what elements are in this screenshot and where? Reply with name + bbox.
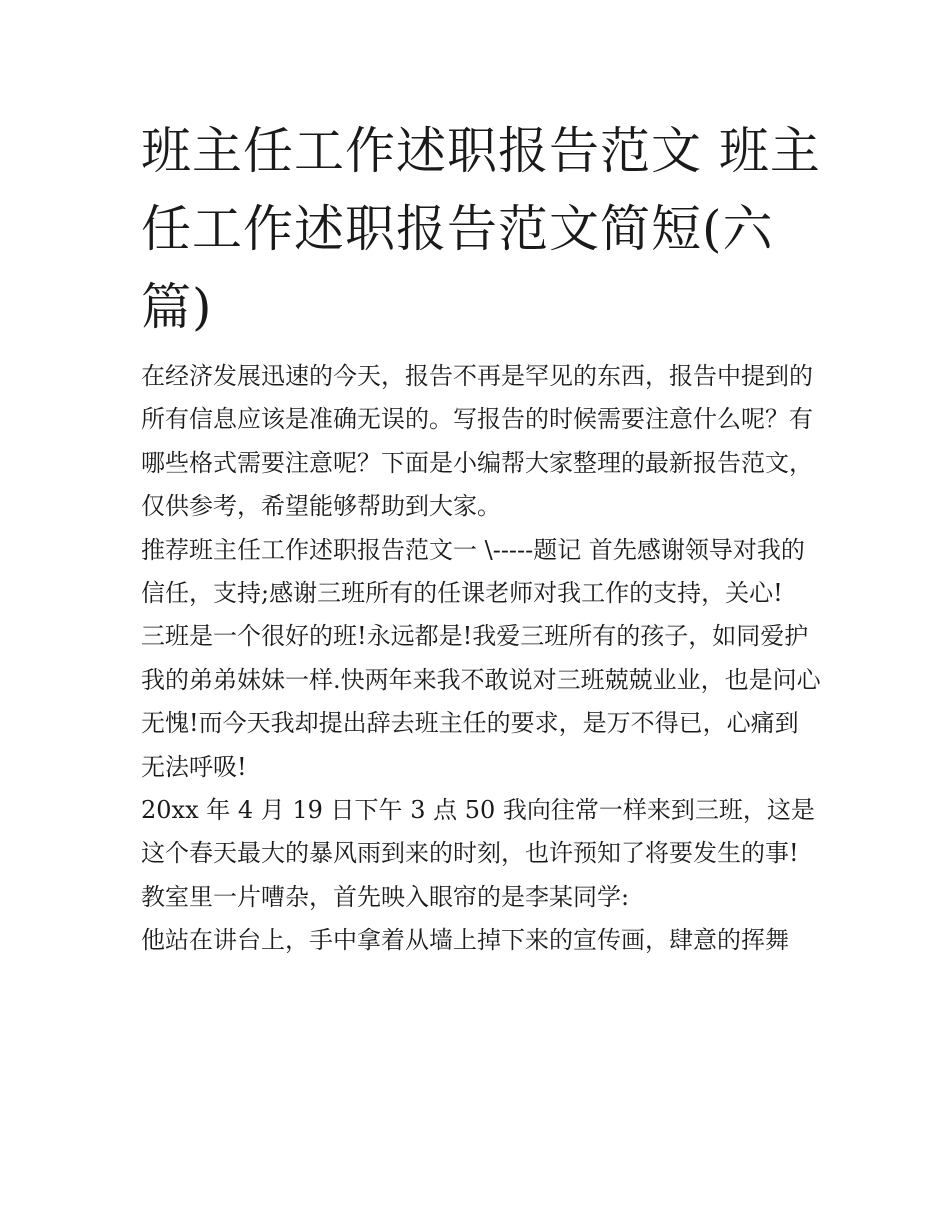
- paragraph-classroom: 教室里一片嘈杂，首先映入眼帘的是李某同学:: [141, 882, 630, 911]
- paragraph-date: 20xx 年 4 月 19 日下午 3 点 50 我向往常一样来到三班，这是这个春天最大的暴风雨到来的时刻，也许预知了将要发生的事!: [141, 796, 815, 868]
- paragraph-class-three: 三班是一个很好的班!永远都是!我爱三班所有的孩子，如同爱护我的弟弟妹妹一样.快两年来我不敢说对三班兢兢业业，也是问心无愧!而今天我却提出辞去班主任的要求，是万不得已，心痛到无法呼吸!: [141, 622, 821, 781]
- paragraph-recommend: 推荐班主任工作述职报告范文一 \-----题记 首先感谢领导对我的信任，支持;感谢三班所有的任课老师对我工作的支持，关心!: [141, 535, 805, 608]
- document-body: [141, 355, 821, 963]
- paragraph-podium: 他站在讲台上，手中拿着从墙上掉下来的宣传画，肆意的挥舞: [141, 926, 789, 955]
- document-title: 班主任工作述职报告范文 班主任工作述职报告范文简短(六篇): [141, 122, 821, 336]
- paragraph-intro: 在经济发展迅速的今天，报告不再是罕见的东西，报告中提到的所有信息应该是准确无误的。写报告的时候需要注意什么呢？有哪些格式需要注意呢？下面是小编帮大家整理的最新报告范文，仅供参考，希望能够帮助到大家。: [141, 362, 813, 521]
